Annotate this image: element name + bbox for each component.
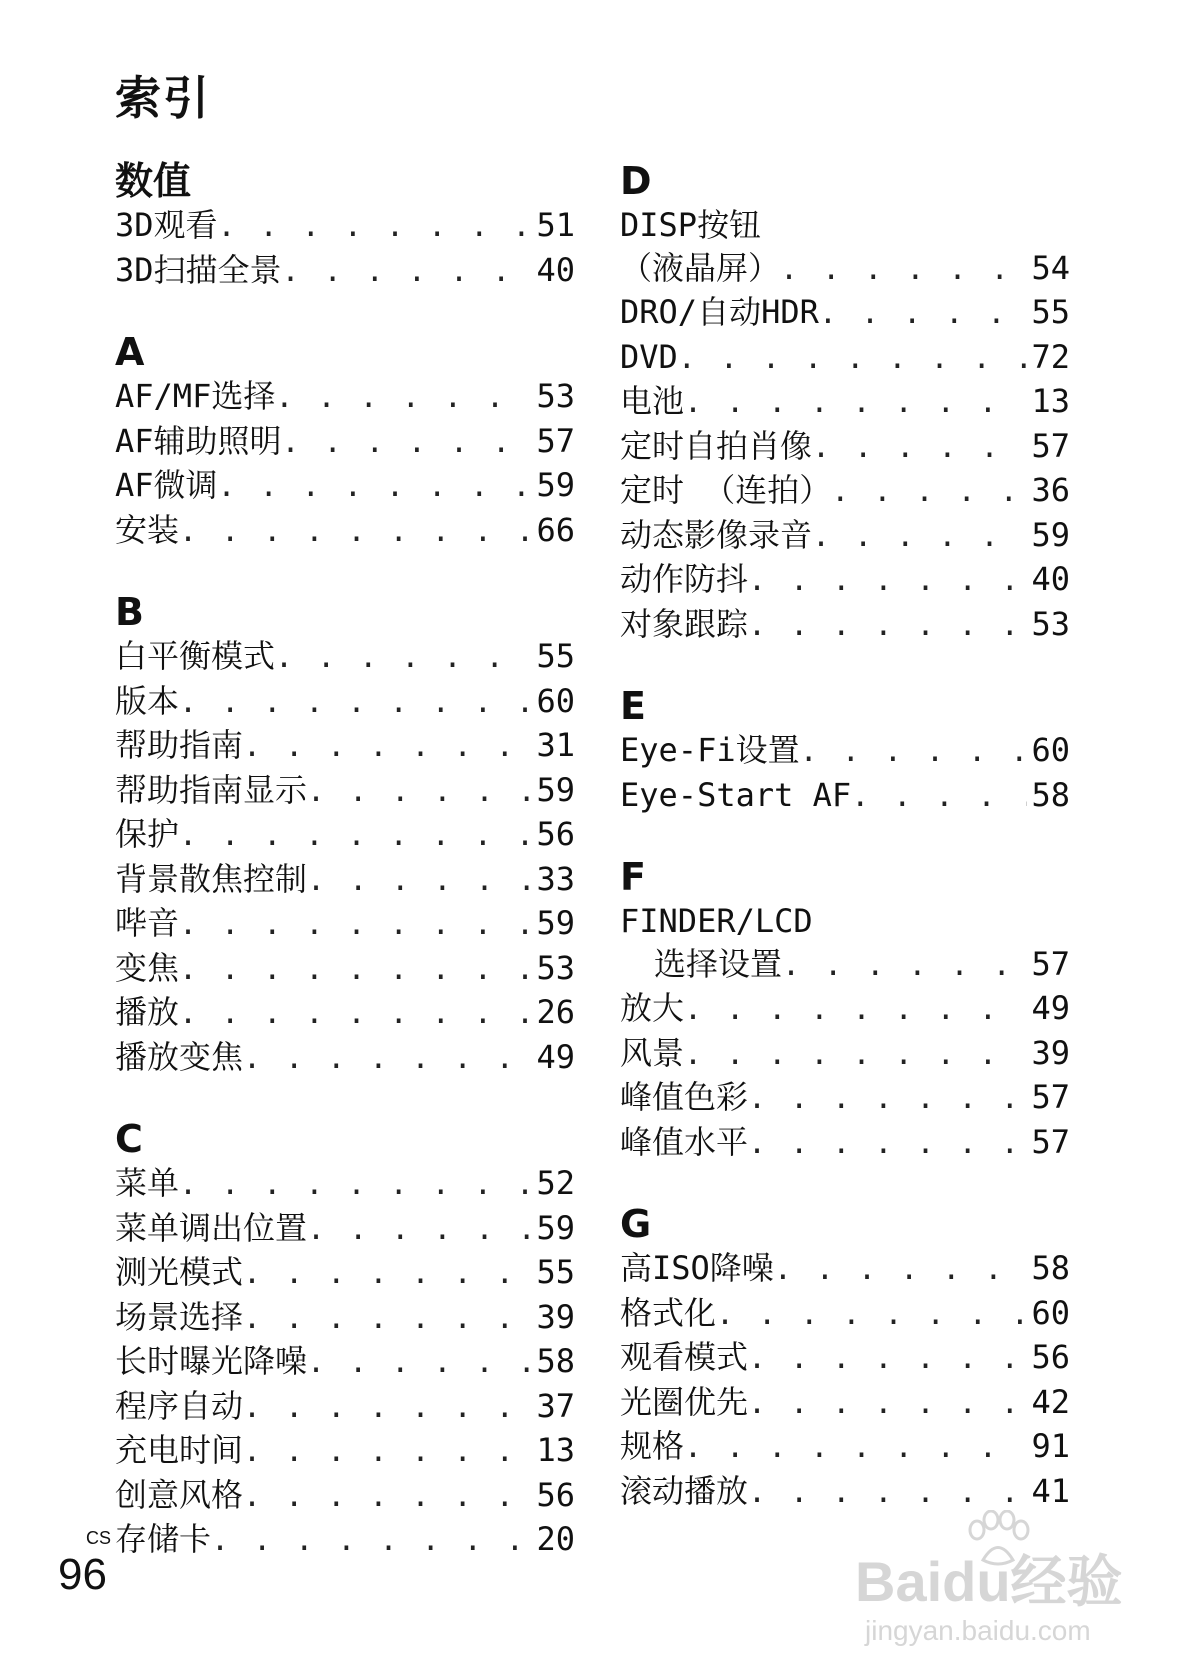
index-entry bbox=[115, 1474, 575, 1519]
leader-dots bbox=[782, 945, 1027, 988]
leader-dots bbox=[307, 771, 532, 814]
leader-dots bbox=[243, 1431, 532, 1474]
section-heading: B bbox=[115, 590, 144, 634]
index-entry bbox=[620, 729, 1070, 774]
section-heading: 数值 bbox=[115, 159, 192, 203]
leader-dots bbox=[684, 1034, 1027, 1077]
leader-dots bbox=[179, 511, 532, 554]
section-heading: E bbox=[620, 684, 646, 728]
entry-term: 观看模式 bbox=[620, 1338, 749, 1376]
entry-page: 60 bbox=[1031, 1293, 1070, 1332]
leader-dots bbox=[800, 731, 1028, 774]
index-section bbox=[115, 329, 575, 553]
baidu-watermark bbox=[855, 1510, 1160, 1660]
entry-page: 53 bbox=[536, 377, 575, 415]
leader-dots bbox=[243, 1476, 532, 1519]
entry-term: 定时 （连拍） bbox=[620, 471, 832, 509]
entry-term: 创意风格 bbox=[115, 1475, 244, 1514]
index-entry bbox=[620, 469, 1070, 514]
index-entry bbox=[115, 509, 575, 554]
entry-term: 电池 bbox=[620, 382, 685, 420]
entry-page: 56 bbox=[536, 1475, 575, 1514]
entry-page: 49 bbox=[1031, 989, 1070, 1027]
leader-dots bbox=[307, 1342, 532, 1385]
entry-term: 格式化 bbox=[620, 1293, 717, 1332]
entry-page: 58 bbox=[536, 1342, 575, 1380]
entry-page: 13 bbox=[1031, 382, 1070, 420]
entry-term: 定时自拍肖像 bbox=[620, 426, 813, 465]
entry-term: 版本 bbox=[115, 681, 180, 720]
entry-page: 60 bbox=[1031, 731, 1070, 769]
entry-term: 峰值色彩 bbox=[620, 1078, 749, 1116]
leader-dots bbox=[282, 251, 533, 294]
entry-page: 53 bbox=[536, 948, 575, 987]
index-entry bbox=[620, 558, 1070, 603]
entry-term: 白平衡模式 bbox=[115, 637, 276, 675]
entry-term: 背景散焦控制 bbox=[115, 859, 308, 898]
entry-term: 存储卡 bbox=[115, 1520, 212, 1558]
index-entry bbox=[115, 1518, 575, 1563]
entry-page: 59 bbox=[536, 466, 575, 504]
index-entry bbox=[620, 380, 1070, 425]
entry-page: 60 bbox=[536, 681, 575, 720]
entry-term: 程序自动 bbox=[115, 1386, 244, 1425]
index-entry bbox=[115, 1162, 575, 1207]
entry-page: 31 bbox=[536, 726, 575, 764]
entry-page: 13 bbox=[536, 1431, 575, 1469]
index-entry bbox=[620, 336, 1070, 381]
index-entry bbox=[620, 603, 1070, 648]
leader-dots bbox=[179, 1164, 532, 1207]
index-entry bbox=[620, 1381, 1070, 1426]
entry-term: 帮助指南 bbox=[115, 726, 244, 764]
entry-term: 动作防抖 bbox=[620, 560, 749, 598]
entry-term: 动态影像录音 bbox=[620, 515, 813, 554]
leader-dots bbox=[243, 1387, 532, 1430]
page-title: 索引 bbox=[115, 71, 211, 125]
entry-term: （液晶屏） bbox=[620, 248, 781, 287]
entry-term: 保护 bbox=[115, 815, 180, 853]
leader-dots bbox=[179, 949, 532, 992]
leader-dots bbox=[179, 904, 532, 947]
index-section bbox=[115, 1116, 575, 1563]
leader-dots bbox=[211, 1520, 532, 1563]
section-heading: C bbox=[115, 1117, 143, 1161]
entry-term: 选择设置 bbox=[654, 944, 783, 983]
leader-dots bbox=[179, 815, 532, 858]
entry-page: 59 bbox=[1031, 515, 1070, 554]
index-entry bbox=[620, 514, 1070, 559]
leader-dots bbox=[243, 1253, 532, 1296]
entry-term: 长时曝光降噪 bbox=[115, 1342, 308, 1380]
index-entry bbox=[620, 291, 1070, 336]
index-entry bbox=[115, 858, 575, 903]
index-entry bbox=[115, 249, 575, 294]
index-entry: FINDER/LCD bbox=[620, 902, 813, 940]
leader-dots bbox=[812, 516, 1027, 559]
entry-term: 菜单 bbox=[115, 1164, 180, 1202]
index-section bbox=[115, 158, 575, 293]
entry-term: Eye-Start AF bbox=[620, 775, 852, 814]
leader-dots bbox=[748, 1472, 1027, 1515]
entry-page: 57 bbox=[1031, 1078, 1070, 1116]
index-entry bbox=[115, 769, 575, 814]
entry-page: 26 bbox=[536, 993, 575, 1031]
index-entry bbox=[115, 724, 575, 769]
entry-page: 59 bbox=[536, 1208, 575, 1247]
entry-page: 57 bbox=[1031, 1122, 1070, 1161]
entry-page: 57 bbox=[1031, 944, 1070, 983]
index-section bbox=[115, 589, 575, 1080]
leader-dots bbox=[748, 1383, 1027, 1426]
entry-page: 51 bbox=[536, 206, 575, 244]
entry-term: 风景 bbox=[620, 1033, 685, 1072]
index-entry bbox=[115, 947, 575, 992]
entry-page: 20 bbox=[536, 1520, 575, 1558]
entry-page: 56 bbox=[1031, 1338, 1070, 1376]
entry-page: 52 bbox=[536, 1164, 575, 1202]
index-entry bbox=[115, 204, 575, 249]
leader-dots bbox=[684, 989, 1027, 1032]
index-entry bbox=[115, 1251, 575, 1296]
index-entry bbox=[620, 987, 1070, 1032]
entry-term: 规格 bbox=[620, 1427, 685, 1465]
entry-term: 场景选择 bbox=[115, 1297, 244, 1336]
entry-page: 39 bbox=[1031, 1033, 1070, 1072]
index-entry bbox=[115, 813, 575, 858]
index-entry bbox=[620, 1292, 1070, 1337]
entry-page: 91 bbox=[1031, 1427, 1070, 1465]
index-entry bbox=[620, 425, 1070, 470]
entry-term: DVD bbox=[620, 337, 678, 376]
index-entry bbox=[115, 635, 575, 680]
leader-dots bbox=[748, 605, 1027, 648]
leader-dots bbox=[851, 776, 1027, 819]
entry-term: 光圈优先 bbox=[620, 1382, 749, 1421]
index-entry bbox=[620, 1470, 1070, 1515]
leader-dots bbox=[307, 860, 532, 903]
index-entry bbox=[115, 375, 575, 420]
entry-page: 56 bbox=[536, 815, 575, 853]
entry-term: 播放 bbox=[115, 993, 180, 1031]
watermark-logo: Baidu经验 bbox=[855, 1550, 1123, 1613]
entry-term: DRO/自动HDR bbox=[620, 293, 819, 331]
leader-dots bbox=[218, 206, 533, 249]
leader-dots bbox=[282, 422, 533, 465]
entry-page: 53 bbox=[1031, 604, 1070, 643]
leader-dots bbox=[179, 682, 532, 725]
entry-page: 54 bbox=[1031, 248, 1070, 287]
entry-term: 安装 bbox=[115, 510, 180, 549]
index-entry bbox=[115, 991, 575, 1036]
section-heading: G bbox=[620, 1202, 652, 1246]
leader-dots bbox=[748, 1123, 1027, 1166]
entry-page: 58 bbox=[1031, 775, 1070, 814]
entry-term: 菜单调出位置 bbox=[115, 1208, 308, 1247]
entry-term: AF微调 bbox=[115, 466, 218, 504]
index-entry bbox=[620, 1032, 1070, 1077]
entry-page: 42 bbox=[1031, 1382, 1070, 1421]
index-entry bbox=[620, 1076, 1070, 1121]
entry-page: 37 bbox=[536, 1386, 575, 1425]
entry-page: 55 bbox=[536, 1253, 575, 1291]
entry-page: 55 bbox=[536, 637, 575, 675]
index-entry bbox=[115, 1340, 575, 1385]
index-entry: DISP按钮 bbox=[620, 206, 762, 244]
entry-term: 播放变焦 bbox=[115, 1037, 244, 1076]
entry-term: AF辅助照明 bbox=[115, 421, 282, 460]
leader-dots bbox=[774, 1249, 1028, 1292]
leader-dots bbox=[716, 1294, 1027, 1337]
entry-page: 40 bbox=[536, 250, 575, 289]
leader-dots bbox=[243, 726, 532, 769]
index-entry bbox=[620, 1247, 1070, 1292]
index-entry bbox=[115, 1036, 575, 1081]
leader-dots bbox=[179, 993, 532, 1036]
entry-page: 36 bbox=[1031, 471, 1070, 509]
index-entry bbox=[620, 943, 1070, 988]
leader-dots bbox=[684, 382, 1027, 425]
leader-dots bbox=[748, 560, 1027, 603]
leader-dots bbox=[684, 1427, 1027, 1470]
leader-dots bbox=[831, 471, 1027, 514]
entry-term: 峰值水平 bbox=[620, 1122, 749, 1161]
index-entry bbox=[115, 1429, 575, 1474]
entry-term: 变焦 bbox=[115, 948, 180, 987]
entry-page: 41 bbox=[1031, 1471, 1070, 1510]
leader-dots bbox=[275, 637, 532, 680]
index-section bbox=[620, 158, 1070, 647]
entry-term: 哔音 bbox=[115, 904, 180, 942]
index-entry bbox=[115, 1385, 575, 1430]
entry-term: 滚动播放 bbox=[620, 1471, 749, 1510]
entry-page: 66 bbox=[536, 510, 575, 549]
index-entry bbox=[115, 420, 575, 465]
index-entry bbox=[620, 774, 1070, 819]
entry-page: 39 bbox=[536, 1297, 575, 1336]
page-number: 96 bbox=[58, 1550, 107, 1599]
index-entry bbox=[620, 1425, 1070, 1470]
entry-page: 33 bbox=[536, 859, 575, 898]
index-column-left bbox=[115, 158, 575, 1599]
index-section bbox=[620, 683, 1070, 818]
index-section bbox=[620, 854, 1070, 1165]
entry-page: 57 bbox=[1031, 426, 1070, 465]
index-entry bbox=[115, 902, 575, 947]
index-section bbox=[620, 1201, 1070, 1514]
index-column-right bbox=[620, 158, 1070, 1550]
entry-page: 59 bbox=[536, 770, 575, 809]
leader-dots bbox=[307, 1209, 532, 1252]
entry-page: 72 bbox=[1031, 337, 1070, 376]
leader-dots bbox=[243, 1298, 532, 1341]
leader-dots bbox=[812, 427, 1027, 470]
leader-dots bbox=[678, 338, 1028, 381]
entry-page: 59 bbox=[536, 904, 575, 942]
leader-dots bbox=[243, 1038, 532, 1081]
index-entry bbox=[620, 1336, 1070, 1381]
entry-page: 55 bbox=[1031, 293, 1070, 331]
entry-term: 测光模式 bbox=[115, 1253, 244, 1291]
entry-term: 3D观看 bbox=[115, 206, 218, 244]
leader-dots bbox=[819, 293, 1028, 336]
section-heading: F bbox=[620, 855, 646, 899]
index-entry bbox=[115, 464, 575, 509]
entry-term: 高ISO降噪 bbox=[620, 1249, 774, 1287]
entry-page: 49 bbox=[536, 1037, 575, 1076]
entry-page: 40 bbox=[1031, 560, 1070, 598]
entry-term: 放大 bbox=[620, 989, 685, 1027]
section-heading: A bbox=[115, 330, 145, 374]
entry-term: 3D扫描全景 bbox=[115, 250, 282, 289]
index-entry bbox=[620, 247, 1070, 292]
leader-dots bbox=[275, 377, 532, 420]
index-entry bbox=[115, 1207, 575, 1252]
language-code: CS bbox=[86, 1528, 112, 1548]
entry-term: AF/MF选择 bbox=[115, 377, 276, 415]
leader-dots bbox=[780, 249, 1027, 292]
entry-term: 充电时间 bbox=[115, 1431, 244, 1469]
index-entry bbox=[115, 680, 575, 725]
index-entry bbox=[115, 1296, 575, 1341]
leader-dots bbox=[218, 466, 533, 509]
watermark-url: jingyan.baidu.com bbox=[865, 1615, 1091, 1646]
entry-term: 对象跟踪 bbox=[620, 604, 749, 643]
section-heading: D bbox=[620, 159, 652, 203]
entry-page: 58 bbox=[1031, 1249, 1070, 1287]
leader-dots bbox=[748, 1338, 1027, 1381]
leader-dots bbox=[748, 1078, 1027, 1121]
entry-term: 帮助指南显示 bbox=[115, 770, 308, 809]
index-entry bbox=[620, 1121, 1070, 1166]
entry-term: Eye-Fi设置 bbox=[620, 731, 800, 769]
entry-page: 57 bbox=[536, 421, 575, 460]
